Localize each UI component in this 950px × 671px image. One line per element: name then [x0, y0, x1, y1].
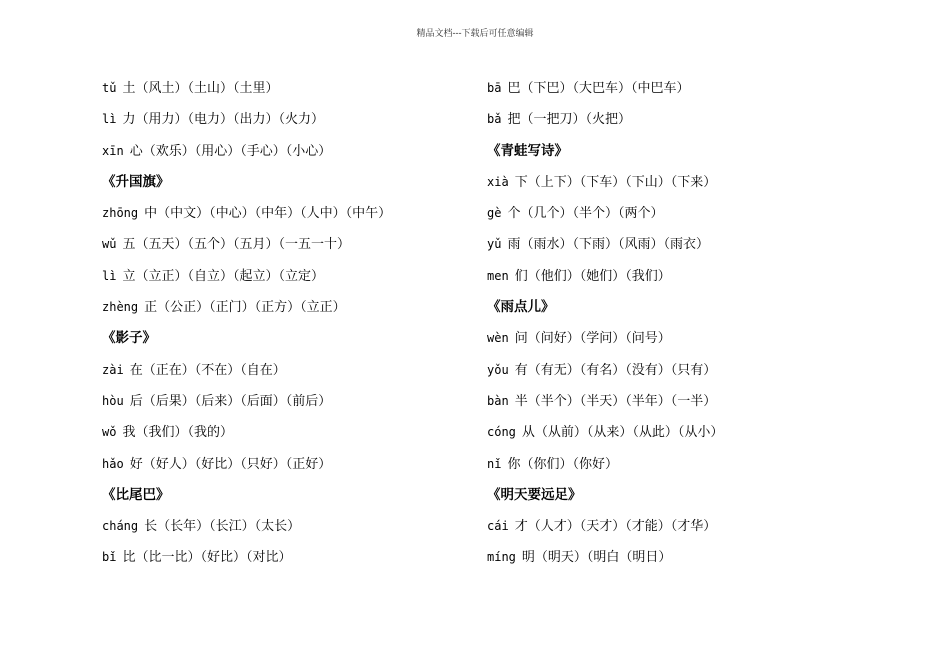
example-words: （他们）（她们）（我们） [527, 268, 671, 284]
character: 中 [144, 206, 158, 222]
character: 们 [514, 268, 528, 284]
character: 比 [122, 550, 136, 566]
vocab-entry [487, 360, 723, 391]
lesson-title [487, 297, 723, 328]
pinyin: yǒu [487, 362, 509, 377]
lesson-title [102, 172, 391, 203]
vocab-entry [487, 172, 723, 203]
pinyin: nǐ [487, 456, 502, 471]
vocab-entry [487, 109, 723, 140]
vocab-entry [487, 266, 723, 297]
vocab-entry [487, 328, 723, 359]
character: 长 [144, 519, 158, 535]
lesson-title [102, 328, 391, 359]
vocab-entry [102, 109, 391, 140]
page-header: 精品文档---下载后可任意编辑 [416, 29, 534, 39]
pinyin: tǔ [102, 81, 117, 95]
vocab-entry [487, 422, 723, 453]
pinyin: gè [487, 206, 502, 221]
example-words: （用力）（电力）（出力）（火力） [135, 112, 324, 128]
pinyin: zhōng [102, 206, 139, 221]
character: 我 [122, 425, 136, 441]
pinyin: bā [487, 81, 502, 95]
example-words: （上下）（下车）（下山）（下来） [527, 174, 717, 190]
character: 有 [514, 362, 528, 378]
vocab-entry [487, 234, 723, 265]
lesson-title-text: 《比尾巴》 [102, 486, 170, 503]
lesson-title [487, 141, 723, 172]
character: 半 [514, 393, 528, 409]
pinyin: lì [102, 268, 117, 283]
vocab-entry [102, 297, 391, 328]
vocab-entry [487, 516, 723, 547]
example-words: （明天）（明白（明日） [534, 550, 672, 566]
pinyin: wèn [487, 331, 509, 346]
character: 把 [507, 112, 521, 128]
example-words: （后果）（后来）（后面）（前后） [142, 393, 332, 409]
pinyin: lì [102, 112, 117, 127]
character: 在 [129, 362, 143, 378]
character: 才 [514, 519, 528, 535]
lesson-title-text: 《青蛙写诗》 [487, 142, 568, 159]
vocab-entry [487, 454, 723, 485]
character: 五 [122, 237, 136, 253]
example-words: （立正）（自立）（起立）（立定） [135, 268, 324, 284]
character: 心 [129, 143, 143, 159]
vocab-entry [102, 454, 391, 485]
pinyin: míng [487, 550, 516, 565]
vocab-entry [102, 391, 391, 422]
lesson-title-text: 《升国旗》 [102, 173, 170, 190]
character: 巴 [507, 81, 521, 96]
pinyin: wǔ [102, 237, 117, 252]
pinyin: xià [487, 174, 509, 189]
left-column [102, 78, 391, 579]
vocab-entry [487, 391, 723, 422]
vocab-entry [102, 203, 391, 234]
character: 正 [144, 300, 158, 316]
right-column [487, 78, 723, 579]
vocab-entry [102, 547, 391, 578]
vocab-entry [487, 78, 723, 109]
vocab-entry [102, 141, 391, 172]
pinyin: cái [487, 519, 509, 534]
pinyin: bǐ [102, 550, 117, 565]
example-words: （问好）（学问）（问号） [527, 331, 671, 347]
character: 力 [122, 112, 136, 128]
vocab-entry [487, 547, 723, 578]
character: 土 [122, 81, 136, 96]
example-words: （我们）（我的） [135, 425, 233, 441]
example-words: （雨水）（下雨）（风雨）（雨衣） [520, 237, 709, 253]
example-words: （一把刀）（火把） [520, 112, 631, 128]
pinyin: hòu [102, 393, 124, 408]
vocab-entry [102, 360, 391, 391]
example-words: （好人）（好比）（只好）（正好） [142, 456, 332, 472]
lesson-title [487, 485, 723, 516]
character: 立 [122, 268, 136, 284]
example-words: （人才）（天才）（才能）（才华） [527, 519, 717, 535]
pinyin: wǒ [102, 425, 117, 440]
character: 明 [521, 550, 535, 566]
example-words: （风土）（土山）（土里） [135, 81, 279, 96]
pinyin: zài [102, 362, 124, 377]
example-words: （比一比）（好比）（对比） [135, 550, 292, 566]
character: 从 [521, 425, 535, 441]
vocab-entry [102, 422, 391, 453]
pinyin: cháng [102, 519, 139, 534]
example-words: （欢乐）（用心）（手心）（小心） [142, 143, 332, 159]
example-words: （你们）（你好） [520, 456, 618, 472]
pinyin: zhèng [102, 300, 139, 315]
character: 下 [514, 174, 528, 190]
pinyin: men [487, 268, 509, 283]
lesson-title-text: 《影子》 [102, 330, 156, 347]
example-words: （五天）（五个）（五月）（一五一十） [135, 237, 350, 253]
example-words: （从前）（从来）（从此）（从小） [534, 425, 724, 441]
example-words: （几个）（半个）（两个） [520, 206, 664, 222]
vocab-entry [487, 203, 723, 234]
vocab-entry [102, 266, 391, 297]
example-words: （下巴）（大巴车）（中巴车） [520, 81, 690, 96]
character: 后 [129, 393, 143, 409]
lesson-title-text: 《明天要远足》 [487, 486, 582, 503]
vocab-entry [102, 516, 391, 547]
example-words: （长年）（长江）（太长） [157, 519, 301, 535]
vocab-entry [102, 234, 391, 265]
character: 雨 [507, 237, 521, 253]
pinyin: xīn [102, 143, 124, 158]
pinyin: cóng [487, 425, 516, 440]
pinyin: bàn [487, 393, 509, 408]
lesson-title-text: 《雨点儿》 [487, 299, 555, 316]
pinyin: bǎ [487, 112, 502, 127]
example-words: （公正）（正门）（正方）（立正） [157, 300, 346, 316]
character: 问 [514, 331, 528, 347]
lesson-title [102, 485, 391, 516]
character: 个 [507, 206, 521, 222]
character: 好 [129, 456, 143, 472]
example-words: （有无）（有名）（没有）（只有） [527, 362, 717, 378]
pinyin: yǔ [487, 237, 502, 252]
vocab-entry [102, 78, 391, 109]
pinyin: hǎo [102, 456, 124, 471]
example-words: （正在）（不在）（自在） [142, 362, 286, 378]
example-words: （半个）（半天）（半年）（一半） [527, 393, 717, 409]
example-words: （中文）（中心）（中年）（人中）（中午） [157, 206, 392, 222]
character: 你 [507, 456, 521, 472]
